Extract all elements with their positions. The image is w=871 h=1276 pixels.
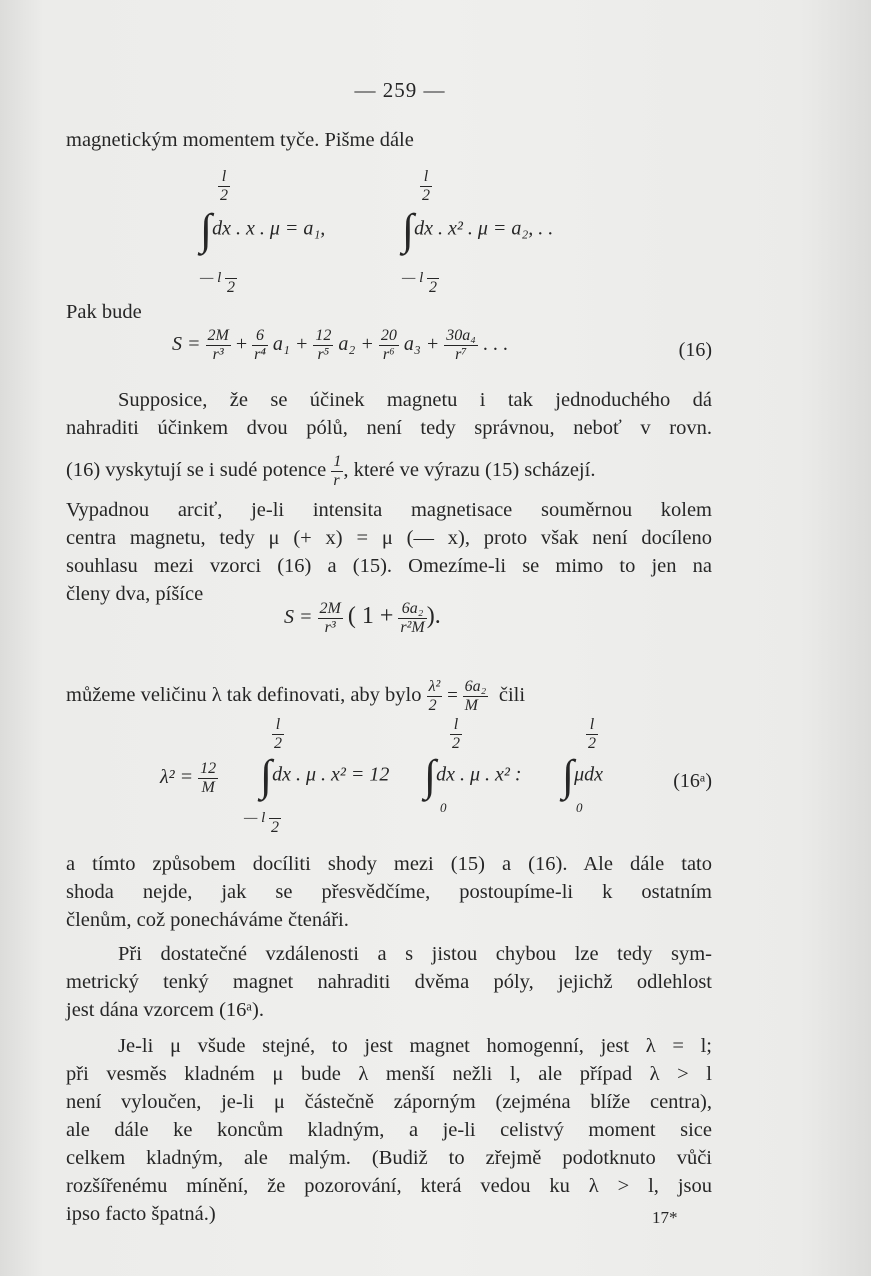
text-line: členy dva, píšíce	[66, 583, 204, 605]
lower-limit: — l 2	[402, 260, 439, 297]
equation-16: S = $\frac{2M}{\text{r³}}$ + $\frac{6}{\text{r⁴}}$ a₁ + $\frac{12}{\text{r⁵}}$ a₂ + $\frac{20}{\text{r⁶}}$ a₃ + $\frac{\text{30a₄}}{\text{r⁷}}$ . . . (16)	[172, 327, 712, 363]
integral-sign: ∫	[200, 205, 213, 254]
text-line: ipso facto špatná.)	[66, 1203, 216, 1225]
text-line: Je-li μ všude stejné, to jest magnet homogenní, jest λ = l;	[118, 1035, 712, 1057]
upper-limit: $\frac{l}{2}$	[220, 168, 228, 204]
integrand: dx . x² . μ = a₂, . .	[414, 217, 554, 240]
text-line: centra magnetu, tedy μ (+ x) = μ (— x), proto však není docíleno	[66, 527, 712, 549]
equation-16a: λ² = $\frac{12}{M}$ $\frac{l}{2}$ ∫dx . μ . x² = 12 — l 2 $\frac{l}{2}$ ∫dx . μ . x² : 0 $\frac{l}{2}$ ∫μdx 0 (16ᵃ)	[160, 716, 712, 836]
text-line: můžeme veličinu λ tak definovati, aby bylo $\frac{\text{λ²}}{2}$ = $\frac{\text{6a₂}}{M}$ čili	[66, 678, 526, 714]
equation-number: (16)	[678, 339, 712, 361]
text-line: ale dále ke koncům kladným, a je-li celistvý moment sice	[66, 1119, 712, 1141]
text-line: Pak bude	[66, 301, 142, 323]
lambda-definition: $\frac{\text{λ²}}{2}$ = $\frac{\text{6a₂}}{M}$	[428, 678, 487, 714]
text-line: Supposice, že se účinek magnetu i tak jednoduchého dá	[118, 389, 712, 411]
text-line: nahraditi účinkem dvou pólů, není tedy správnou, neboť v rovn.	[66, 417, 712, 439]
text-line: souhlasu mezi vzorci (16) a (15). Omezíme-li se mimo to jen na	[66, 555, 712, 577]
text-line: při vesměs kladném μ bude λ menší nežli l, ale případ λ > l	[66, 1063, 712, 1085]
equation-s-two-terms: S = $\frac{2M}{\text{r³}}$ ( 1 + $\frac{\text{6a₂}}{\text{r²M}}$ ).	[284, 600, 441, 636]
text-line: magnetickým momentem tyče. Pišme dále	[66, 129, 414, 151]
text-line: (16) vyskytují se i sudé potence $\frac{1}{r}$ , které ve výrazu (15) scházejí.	[66, 453, 596, 489]
upper-limit: $\frac{l}{2}$	[422, 168, 430, 204]
integral-sign: ∫	[260, 751, 273, 800]
text-line: není vyloučen, je-li μ částečně záporným (zejména blíže centra),	[66, 1091, 712, 1113]
text-line: jest dána vzorcem (16ᵃ).	[66, 999, 264, 1021]
page-number: — 259 —	[354, 78, 446, 102]
text-line: celkem kladným, ale malým. (Budiž to zřejmě podotknuto vůči	[66, 1147, 712, 1169]
signature-mark: 17*	[652, 1208, 678, 1227]
text-line: Při dostatečné vzdálenosti a s jistou chybou lze tedy sym-	[118, 943, 712, 965]
lower-limit: — l 2	[200, 260, 237, 297]
equation-number: (16ᵃ)	[673, 770, 712, 792]
text-line: členům, což ponecháváme čtenáři.	[66, 909, 349, 931]
text-line: rozšířenému mínění, že pozorování, která vedou ku λ > l, jsou	[66, 1175, 712, 1197]
integrand: dx . x . μ = a₁,	[212, 217, 326, 240]
text-line: metrický tenký magnet nahraditi dvěma póly, jejichž odlehlost	[66, 971, 712, 993]
text-line: a tímto způsobem docíliti shody mezi (15) a (16). Ale dále tato	[66, 853, 712, 875]
integral-sign: ∫	[562, 751, 575, 800]
text-line: Vypadnou arciť, je-li intensita magnetisace souměrnou kolem	[66, 499, 712, 521]
integral-sign: ∫	[402, 205, 415, 254]
text-line: shoda nejde, jak se přesvědčíme, postoupíme-li k ostatním	[66, 881, 712, 903]
integral-sign: ∫	[424, 751, 437, 800]
